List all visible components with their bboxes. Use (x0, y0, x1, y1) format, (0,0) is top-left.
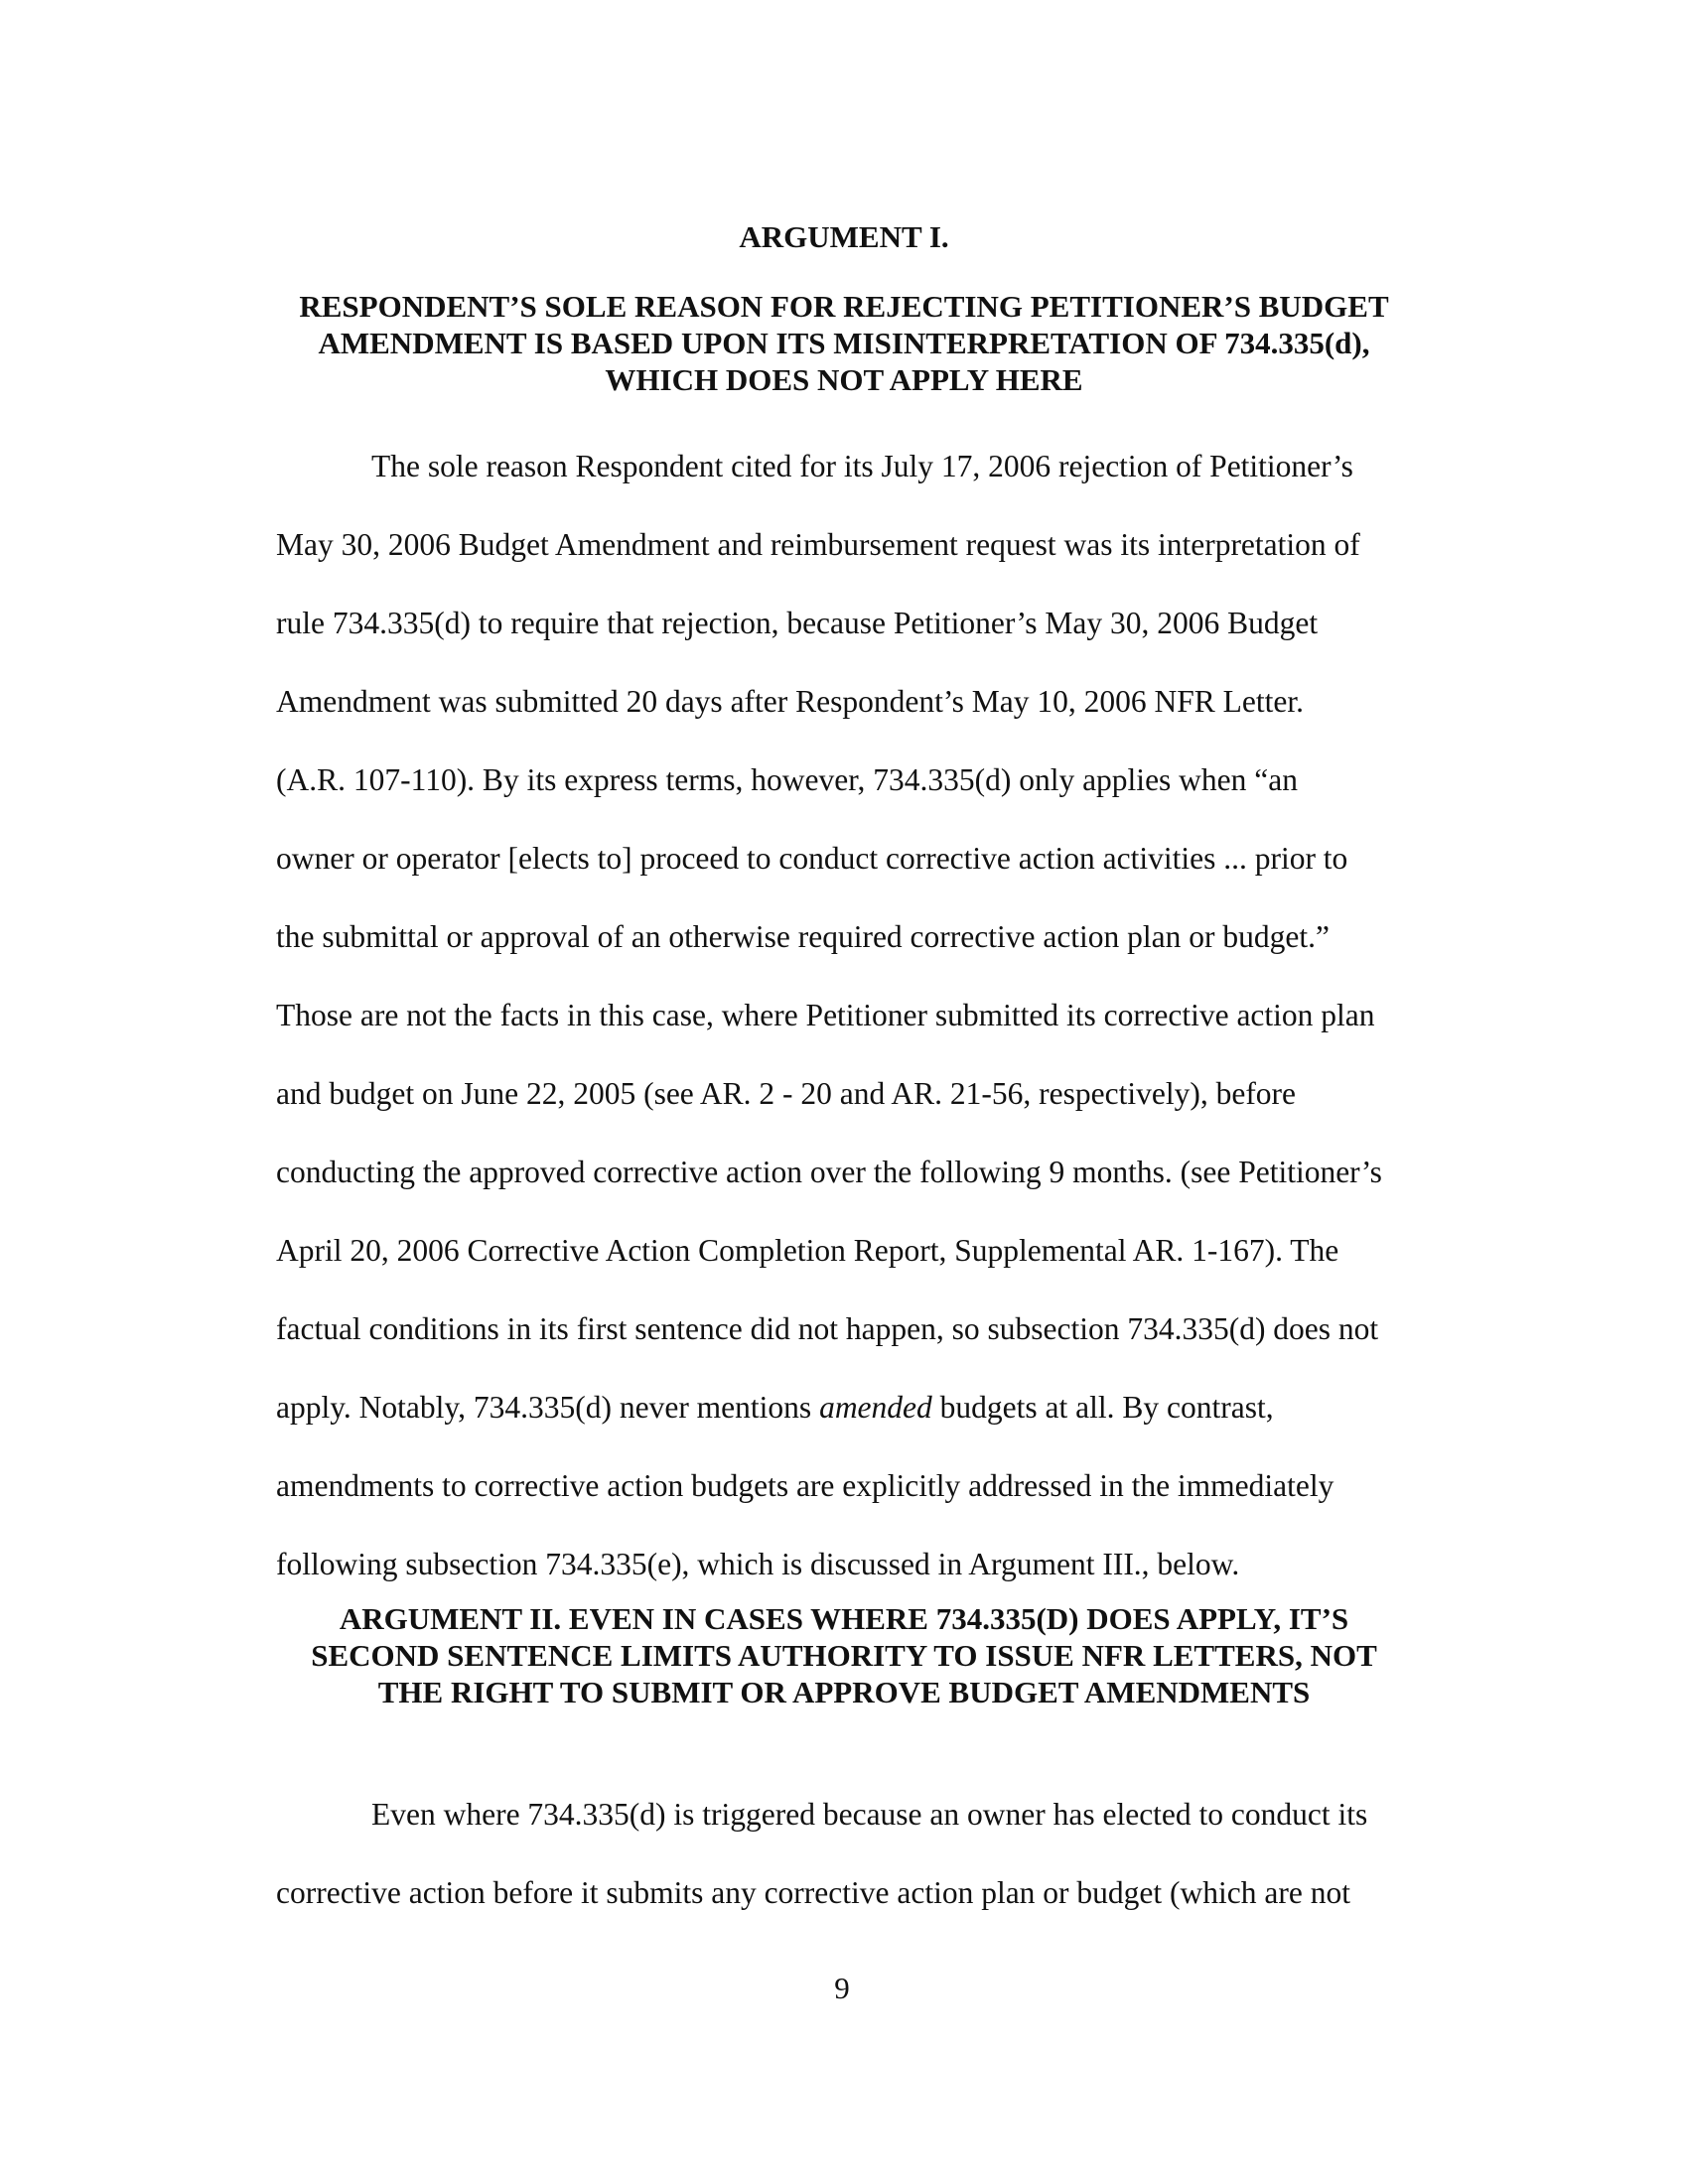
paragraph-line: Amendment was submitted 20 days after Respondent’s May 10, 2006 NFR Letter. (276, 684, 1304, 719)
paragraph-line: conducting the approved corrective action over the following 9 months. (see Petitioner’s (276, 1155, 1382, 1189)
paragraph-line (276, 1388, 1274, 1428)
emphasized-word: amended (819, 1390, 932, 1425)
paragraph-line: May 30, 2006 Budget Amendment and reimbursement request was its interpretation of (276, 527, 1360, 562)
paragraph-line: The sole reason Respondent cited for its July 17, 2006 rejection of Petitioner’s (371, 449, 1353, 483)
paragraph-line: Those are not the facts in this case, where Petitioner submitted its corrective action plan (276, 998, 1375, 1032)
paragraph-line: corrective action before it submits any corrective action plan or budget (which are not (276, 1875, 1350, 1910)
paragraph-line: factual conditions in its first sentence did not happen, so subsection 734.335(d) does not (276, 1311, 1379, 1346)
paragraph-line: rule 734.335(d) to require that rejection, because Petitioner’s May 30, 2006 Budget (276, 606, 1319, 640)
paragraph-line: following subsection 734.335(e), which is discussed in Argument III., below. (276, 1547, 1240, 1581)
heading-line: ARGUMENT II. EVEN IN CASES WHERE 734.335(D) DOES APPLY, IT’S (339, 1601, 1349, 1636)
paragraph-line: owner or operator [elects to] proceed to conduct corrective action activities ... prior to (276, 841, 1348, 876)
heading-line: WHICH DOES NOT APPLY HERE (605, 362, 1083, 397)
paragraph-line: and budget on June 22, 2005 (see AR. 2 - 20 and AR. 21-56, respectively), before (276, 1076, 1297, 1111)
heading-line: SECOND SENTENCE LIMITS AUTHORITY TO ISSUE NFR LETTERS, NOT (311, 1638, 1377, 1673)
paragraph-line: the submittal or approval of an otherwise required corrective action plan or budget.” (276, 919, 1330, 954)
paragraph-line: amendments to corrective action budgets are explicitly addressed in the immediately (276, 1468, 1334, 1503)
argument-2-heading (268, 1600, 1420, 1710)
heading-line: THE RIGHT TO SUBMIT OR APPROVE BUDGET AMENDMENTS (377, 1675, 1311, 1709)
page-number: 9 (834, 1971, 850, 2005)
argument-1-title (268, 218, 1420, 255)
heading-line: AMENDMENT IS BASED UPON ITS MISINTERPRETATION OF 734.335(d), (318, 326, 1370, 360)
line-text: budgets at all. By contrast, (931, 1390, 1274, 1425)
paragraph-line: April 20, 2006 Corrective Action Completion Report, Supplemental AR. 1-167). The (276, 1233, 1339, 1268)
argument-1-subtitle (268, 288, 1420, 398)
line-text: apply. Notably, 734.335(d) never mentions (276, 1390, 820, 1425)
heading-line: RESPONDENT’S SOLE REASON FOR REJECTING PETITIONER’S BUDGET (299, 289, 1389, 324)
paragraph-line: Even where 734.335(d) is triggered because an owner has elected to conduct its (371, 1797, 1368, 1832)
paragraph-line: (A.R. 107-110). By its express terms, however, 734.335(d) only applies when “an (276, 762, 1298, 797)
heading-line: ARGUMENT I. (739, 219, 949, 254)
